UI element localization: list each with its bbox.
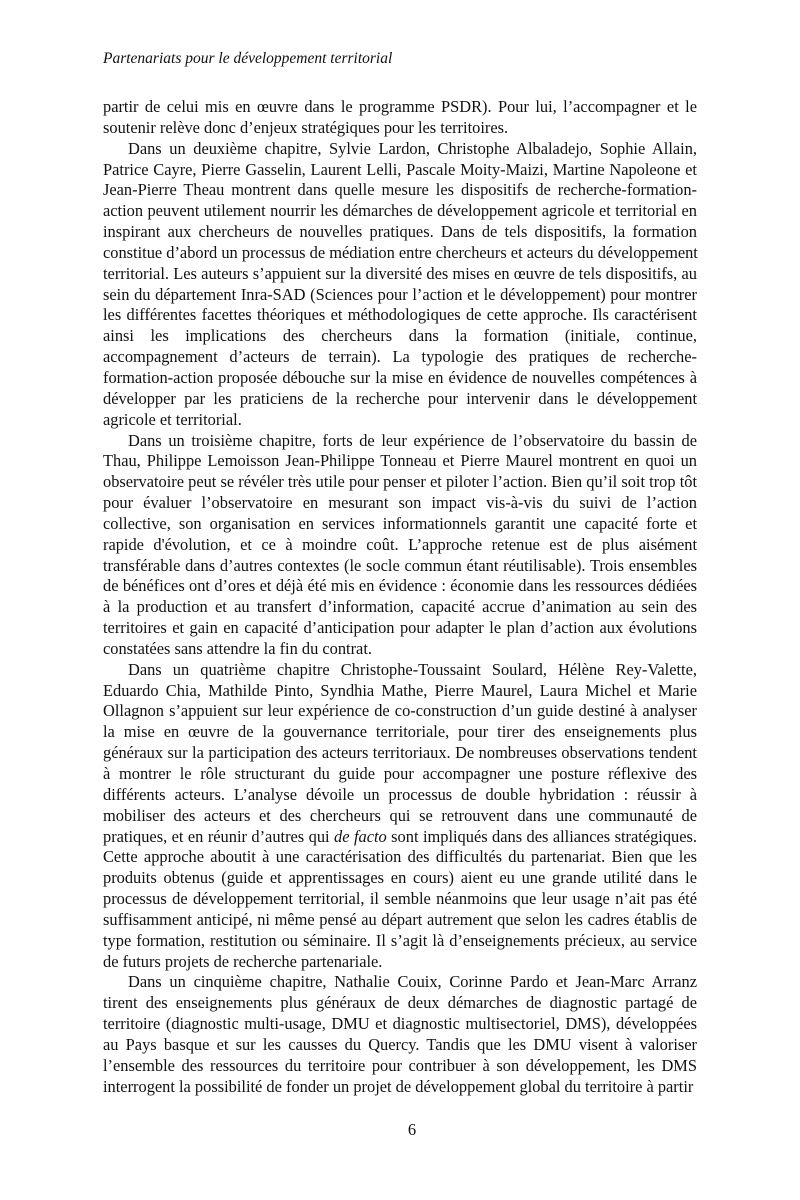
paragraph <box>103 660 697 973</box>
text-line: accompagnement d’acteurs de terrain). La typologie des pratiques de recherche- <box>103 347 697 367</box>
text-line: territorial. Les auteurs s’appuient sur la diversité des mises en œuvre de tels dispositifs, au <box>103 263 697 283</box>
text-line: les différentes facettes théoriques et méthodologiques de cette approche. Ils caractérisent <box>103 305 697 325</box>
text-line: Dans un quatrième chapitre Christophe-Toussaint Soulard, Hélène Rey-Valette, <box>128 659 697 679</box>
text-line: ainsi les implications des chercheurs dans la formation (initiale, continue, <box>103 326 697 346</box>
paragraph <box>103 97 697 139</box>
paragraph <box>103 431 697 660</box>
text-line: type formation, restitution ou séminaire. Il s’agit là d’enseignements précieux, au service <box>103 930 697 950</box>
paragraph <box>103 972 697 1097</box>
text-line: constatées sans attendre la fin du contrat. <box>103 638 372 658</box>
text-line: agricole et territorial. <box>103 409 242 429</box>
text-line: Ollagnon s’appuient sur leur expérience de co-construction d’un guide destiné à analyser <box>103 701 697 721</box>
text-line: interrogent la possibilité de fonder un projet de développement global du territoire à partir <box>103 1076 694 1096</box>
text-line: formation-action proposée débouche sur la mise en évidence de nouvelles compétences à <box>103 367 697 387</box>
text-line: Eduardo Chia, Mathilde Pinto, Syndhia Mathe, Pierre Maurel, Laura Michel et Marie <box>103 680 697 700</box>
text-line: de futurs projets de recherche partenariale. <box>103 951 383 971</box>
text-segment: pratiques, et en réunir d’autres qui <box>103 826 335 846</box>
text-line: l’ensemble des ressources du territoire pour contribuer à son développement, les DMS <box>103 1055 697 1075</box>
text-segment: sont impliqués dans des alliances stratégiques. <box>386 826 697 846</box>
text-line: pour évaluer l’observatoire en mesurant son impact vis-à-vis du suivi de l’action <box>103 493 697 513</box>
paragraph <box>103 139 697 431</box>
text-line: processus de développement territorial, il semble néanmoins que leur usage n’ait pas été <box>103 889 697 909</box>
text-line: soutenir relève donc d’enjeux stratégiques pour les territoires. <box>103 117 509 137</box>
text-line: constitue d’abord un processus de médiation entre chercheurs et acteurs du développement <box>103 242 698 262</box>
text-line: sein du département Inra-SAD (Sciences pour l’action et le développement) pour montrer <box>103 284 697 304</box>
body-text <box>103 97 697 1098</box>
text-line <box>103 827 697 848</box>
text-line: généraux sur la participation des acteurs territoriaux. De nombreuses observations tendent <box>103 743 697 763</box>
text-line: Dans un deuxième chapitre, Sylvie Lardon, Christophe Albaladejo, Sophie Allain, <box>128 138 697 158</box>
text-line: Thau, Philippe Lemoisson Jean-Philippe Tonneau et Pierre Maurel montrent en quoi un <box>103 451 697 471</box>
text-line: développer par les praticiens de la recherche pour intervenir dans le développement <box>103 388 697 408</box>
text-line: au Pays basque et sur les causses du Quercy. Tandis que les DMU visent à valoriser <box>103 1034 697 1054</box>
text-line: la mise en œuvre de la gouvernance territoriale, pour tirer des enseignements plus <box>103 722 697 742</box>
text-line: produits obtenus (guide et apprentissages en cours) aient eu une grande utilité dans le <box>103 868 697 888</box>
text-line: tirent des enseignements plus généraux de deux démarches de diagnostic partagé de <box>103 993 697 1013</box>
text-line: territoires et gain en capacité d’anticipation pour adapter le plan d’action aux évolutions <box>103 618 697 638</box>
text-line: inspirant aux chercheurs de nouvelles pratiques. Dans de tels dispositifs, la formation <box>103 222 697 242</box>
text-line: territoire (diagnostic multi-usage, DMU et diagnostic multisectoriel, DMS), développées <box>103 1014 697 1034</box>
text-line: Cette approche aboutit à une caractérisation des difficultés du partenariat. Bien que les <box>103 847 697 867</box>
text-line: rapide d'évolution, et ce à moindre coût. L’approche retenue est de plus aisément <box>103 534 697 554</box>
running-head: Partenariats pour le développement territorial <box>103 50 393 67</box>
text-line: de bénéfices ont d’ores et déjà été mis en évidence : économie dans les ressources dédiées <box>103 576 697 596</box>
text-line: suffisamment anticipé, ni même pensé au départ autrement que selon les cadres établis de <box>103 909 697 929</box>
text-line: mobiliser des acteurs et des chercheurs qui se retrouvent dans une communauté de <box>103 805 697 825</box>
text-line: action peuvent utilement nourrir les démarches de développement agricole et territorial en <box>103 201 697 221</box>
text-line: Jean-Pierre Theau montrent dans quelle mesure les dispositifs de recherche-formation- <box>103 180 697 200</box>
text-line: différents acteurs. L’analyse dévoile un processus de double hybridation : réussir à <box>103 784 697 804</box>
text-line: Dans un cinquième chapitre, Nathalie Couix, Corinne Pardo et Jean-Marc Arranz <box>128 972 697 992</box>
text-line: à la production et au transfert d’information, capacité accrue d’animation au sein des <box>103 597 697 617</box>
text-line: Dans un troisième chapitre, forts de leur expérience de l’observatoire du bassin de <box>128 430 697 450</box>
page-number: 6 <box>407 1120 417 1139</box>
text-line: transférable dans d’autres contextes (le socle commun étant réutilisable). Trois ensembles <box>103 555 697 575</box>
italic-term: de facto <box>334 826 387 846</box>
text-line: collective, son organisation en services informationnels garantit une capacité forte et <box>103 513 697 533</box>
text-line: Patrice Cayre, Pierre Gasselin, Laurent Lelli, Pascale Moity-Maizi, Martine Napoleone et <box>103 159 697 179</box>
text-line: partir de celui mis en œuvre dans le programme PSDR). Pour lui, l’accompagner et le <box>103 97 697 116</box>
text-line: à montrer le rôle structurant du guide pour accompagner une posture réflexive des <box>103 764 697 783</box>
text-line: observatoire peut se révéler très utile pour penser et piloter l’action. Bien qu’il soit trop tôt <box>103 472 697 492</box>
